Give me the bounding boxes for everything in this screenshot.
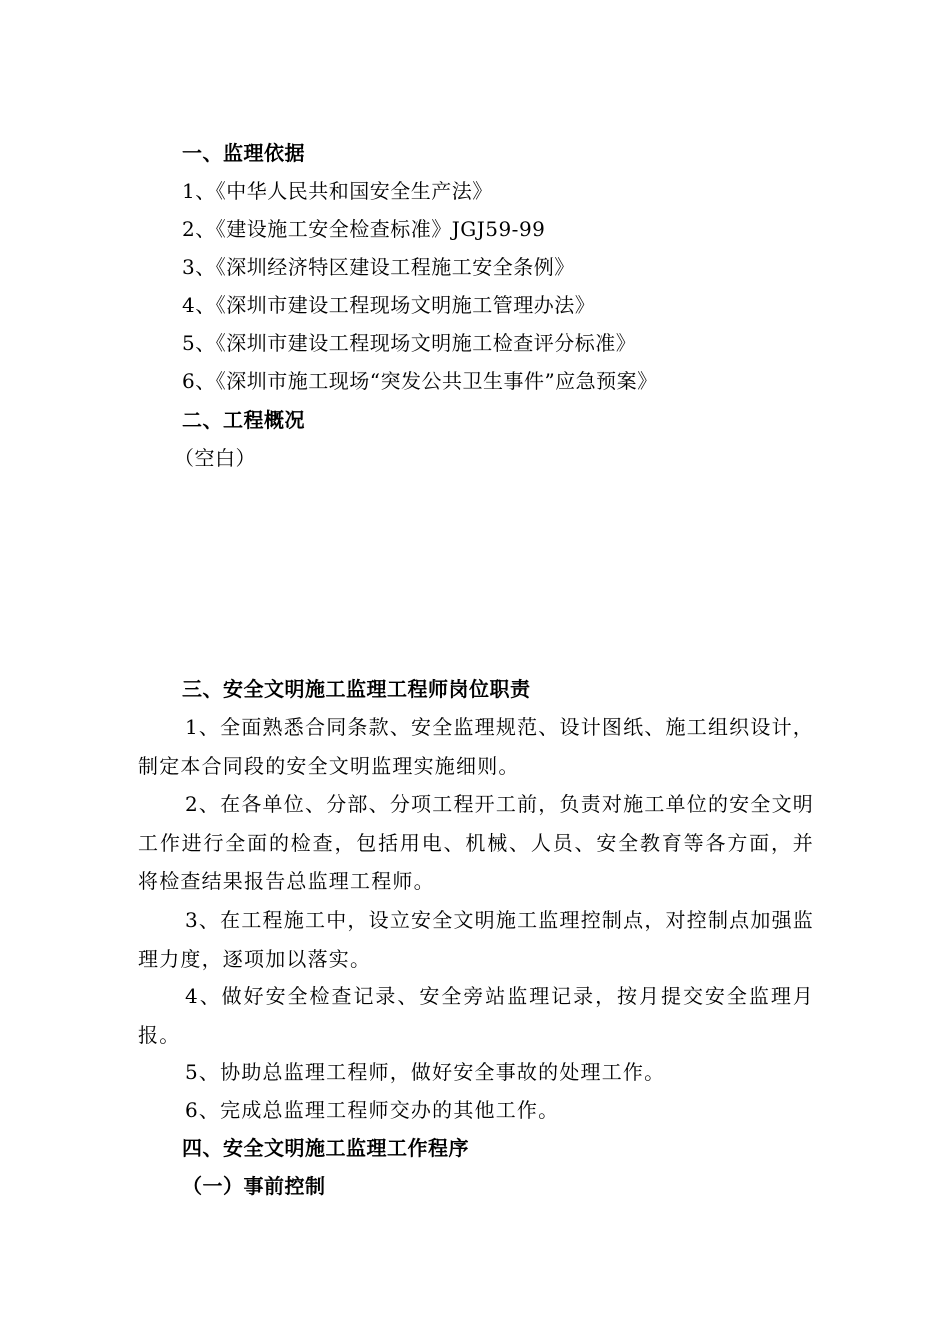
duty-paragraph-2: 2、在各单位、分部、分项工程开工前，负责对施工单位的安全文明工作进行全面的检查，包括用电、机械、人员、安全教育等各方面，并将检查结果报告总监理工程师。 xyxy=(138,792,814,893)
duty-paragraph-5: 5、协助总监理工程师，做好安全事故的处理工作。 xyxy=(185,1060,666,1084)
overview-blank-note: （空白） xyxy=(174,446,256,470)
basis-item-4: 4、《深圳市建设工程现场文明施工管理办法》 xyxy=(182,293,596,317)
section-heading-procedure: 四、安全文明施工监理工作程序 xyxy=(182,1136,469,1160)
duty-paragraph-1: 1、全面熟悉合同条款、安全监理规范、设计图纸、施工组织设计，制定本合同段的安全文明监理实施细则。 xyxy=(138,715,814,778)
basis-item-1: 1、《中华人民共和国安全生产法》 xyxy=(182,179,493,203)
basis-item-5: 5、《深圳市建设工程现场文明施工检查评分标准》 xyxy=(182,331,637,355)
section-heading-basis: 一、监理依据 xyxy=(182,141,305,165)
duty-paragraph-3: 3、在工程施工中，设立安全文明施工监理控制点，对控制点加强监理力度，逐项加以落实。 xyxy=(138,908,814,971)
section-heading-overview: 二、工程概况 xyxy=(182,408,305,432)
section-heading-duties: 三、安全文明施工监理工程师岗位职责 xyxy=(182,677,531,701)
basis-item-6: 6、《深圳市施工现场“突发公共卫生事件”应急预案》 xyxy=(182,369,658,393)
basis-item-3: 3、《深圳经济特区建设工程施工安全条例》 xyxy=(182,255,575,279)
subsection-heading-prior-control: （一）事前控制 xyxy=(182,1174,326,1198)
duty-paragraph-4: 4、做好安全检查记录、安全旁站监理记录，按月提交安全监理月报。 xyxy=(138,984,814,1047)
basis-item-2: 2、《建设施工安全检查标准》JGJ59-99 xyxy=(182,217,546,241)
duty-paragraph-6: 6、完成总监理工程师交办的其他工作。 xyxy=(185,1098,560,1122)
